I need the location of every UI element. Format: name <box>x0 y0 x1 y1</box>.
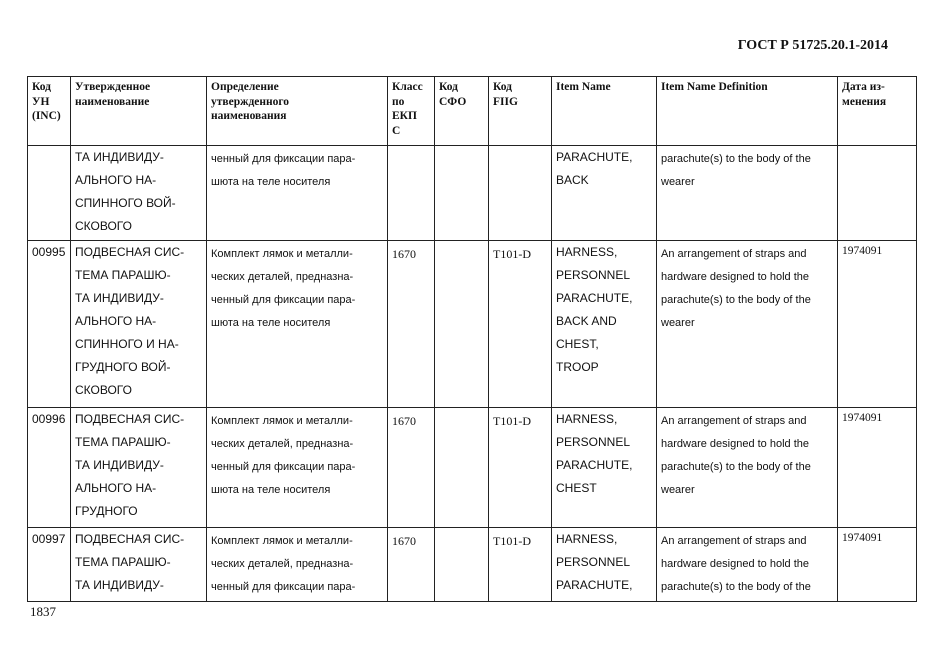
cell-line: HARNESS, <box>556 245 618 259</box>
cell-line: wearer <box>661 484 695 496</box>
cell-line: СКОВОГО <box>75 383 132 397</box>
cell-line: PARACHUTE, <box>556 578 633 592</box>
definition-cell <box>207 146 388 241</box>
cell-line: ТА ИНДИВИДУ- <box>75 458 164 472</box>
header-text: (INC) <box>32 110 61 122</box>
code-cell <box>28 528 71 602</box>
cell-line: hardware designed to hold the <box>661 558 809 570</box>
header-text: Утвержденное <box>75 81 151 93</box>
class-cell <box>388 528 435 602</box>
fiig-cell <box>489 146 552 241</box>
cell-line: ТА ИНДИВИДУ- <box>75 150 164 164</box>
cell-line: ческих деталей, предназна- <box>211 438 354 450</box>
cell-line: ТА ИНДИВИДУ- <box>75 291 164 305</box>
cell-line: PARACHUTE, <box>556 150 633 164</box>
cell-line: ченный для фиксации пара- <box>211 581 356 593</box>
cell-line: PARACHUTE, <box>556 458 633 472</box>
document-title: ГОСТ Р 51725.20.1-2014 <box>737 38 888 53</box>
table-row <box>28 528 917 602</box>
item-definition-cell <box>657 528 838 602</box>
cell-line: Комплект лямок и металли- <box>211 415 353 427</box>
header-col-definition <box>207 77 388 146</box>
cell-line: An arrangement of straps and <box>661 248 807 260</box>
cell-line: PERSONNEL <box>556 555 631 569</box>
cell-line: CHEST <box>556 481 597 495</box>
fiig-cell <box>489 528 552 602</box>
class-cell <box>388 146 435 241</box>
cell-line: ченный для фиксации пара- <box>211 461 356 473</box>
cell-value: 1974091 <box>842 245 883 257</box>
cell-line: PERSONNEL <box>556 268 631 282</box>
cell-line: PERSONNEL <box>556 435 631 449</box>
item-name-cell <box>552 241 657 408</box>
header-text: FIIG <box>493 95 518 108</box>
cell-line: ченный для фиксации пара- <box>211 153 356 165</box>
cell-line: parachute(s) to the body of the <box>661 153 811 165</box>
cell-line: BACK AND <box>556 314 617 328</box>
table-row <box>28 146 917 241</box>
cell-line: ПОДВЕСНАЯ СИС- <box>75 245 185 259</box>
class-cell <box>388 241 435 408</box>
code-cell <box>28 241 71 408</box>
table-row <box>28 241 917 408</box>
cell-line: Комплект лямок и металли- <box>211 248 353 260</box>
name-cell <box>71 146 207 241</box>
page-number: 1837 <box>30 604 56 619</box>
header-text: ЕКП <box>392 110 417 122</box>
item-definition-cell <box>657 241 838 408</box>
cell-line: ТЕМА ПАРАШЮ- <box>75 435 171 449</box>
cell-line: ГРУДНОГО ВОЙ- <box>75 360 171 374</box>
header-text: наименования <box>211 110 287 122</box>
cell-line: parachute(s) to the body of the <box>661 461 811 473</box>
cell-line: wearer <box>661 317 695 329</box>
header-text: Дата из- <box>842 81 885 93</box>
cell-line: hardware designed to hold the <box>661 271 809 283</box>
item-definition-cell <box>657 146 838 241</box>
date-cell <box>838 408 917 528</box>
cell-line: wearer <box>661 176 695 188</box>
header-text: Item Name <box>556 81 611 93</box>
header-col-class <box>388 77 435 146</box>
cell-line: Комплект лямок и металли- <box>211 535 353 547</box>
fiig-cell <box>489 241 552 408</box>
item-name-cell <box>552 408 657 528</box>
cell-value: 00997 <box>32 532 66 546</box>
header-col-fiig <box>489 77 552 146</box>
definition-cell <box>207 241 388 408</box>
cell-line: АЛЬНОГО НА- <box>75 314 157 328</box>
header-text: Класс <box>392 81 423 93</box>
code-cell <box>28 146 71 241</box>
cell-line: СКОВОГО <box>75 219 132 233</box>
header-text: Определение <box>211 81 279 93</box>
name-cell <box>71 408 207 528</box>
cell-line: parachute(s) to the body of the <box>661 294 811 306</box>
cell-line: parachute(s) to the body of the <box>661 581 811 593</box>
cell-value: T101-D <box>493 247 531 261</box>
header-col-item-def <box>657 77 838 146</box>
table-row <box>28 408 917 528</box>
cell-line: ПОДВЕСНАЯ СИС- <box>75 532 185 546</box>
cell-line: CHEST, <box>556 337 599 351</box>
cell-line: BACK <box>556 173 589 187</box>
date-cell <box>838 528 917 602</box>
cell-line: ТЕМА ПАРАШЮ- <box>75 555 171 569</box>
cell-line: hardware designed to hold the <box>661 438 809 450</box>
header-col-date <box>838 77 917 146</box>
item-name-cell <box>552 146 657 241</box>
cell-line: СПИННОГО ВОЙ- <box>75 196 176 210</box>
name-cell <box>71 241 207 408</box>
definition-cell <box>207 528 388 602</box>
cell-value: 1974091 <box>842 532 883 544</box>
sfo-cell <box>435 408 489 528</box>
table-header-row <box>28 77 917 146</box>
cell-line: АЛЬНОГО НА- <box>75 481 157 495</box>
sfo-cell <box>435 146 489 241</box>
header-text: Item Name Definition <box>661 81 768 93</box>
header-text: С <box>392 124 401 137</box>
cell-line: ПОДВЕСНАЯ СИС- <box>75 412 185 426</box>
cell-value: 1670 <box>392 247 416 261</box>
header-text: менения <box>842 95 887 108</box>
cell-value: 1670 <box>392 414 416 428</box>
catalog-table <box>27 76 917 602</box>
cell-value: T101-D <box>493 534 531 548</box>
date-cell <box>838 241 917 408</box>
header-col-item-name <box>552 77 657 146</box>
cell-line: СПИННОГО И НА- <box>75 337 179 351</box>
cell-line: ческих деталей, предназна- <box>211 271 354 283</box>
header-col-sfo <box>435 77 489 146</box>
table-body <box>28 146 917 602</box>
cell-value: 00996 <box>32 412 66 426</box>
name-cell <box>71 528 207 602</box>
date-cell <box>838 146 917 241</box>
sfo-cell <box>435 241 489 408</box>
cell-line: HARNESS, <box>556 532 618 546</box>
item-definition-cell <box>657 408 838 528</box>
cell-line: шюта на теле носителя <box>211 176 331 188</box>
cell-line: ченный для фиксации пара- <box>211 294 356 306</box>
sfo-cell <box>435 528 489 602</box>
cell-value: 1974091 <box>842 412 883 424</box>
cell-value: T101-D <box>493 414 531 428</box>
header-text: СФО <box>439 95 467 108</box>
cell-line: An arrangement of straps and <box>661 415 807 427</box>
header-text: Код <box>32 81 52 93</box>
header-col-name <box>71 77 207 146</box>
header-text: по <box>392 95 405 108</box>
cell-line: ТЕМА ПАРАШЮ- <box>75 268 171 282</box>
item-name-cell <box>552 528 657 602</box>
cell-line: TROOP <box>556 360 599 374</box>
cell-line: ТА ИНДИВИДУ- <box>75 578 164 592</box>
cell-line: АЛЬНОГО НА- <box>75 173 157 187</box>
cell-line: PARACHUTE, <box>556 291 633 305</box>
header-col-code <box>28 77 71 146</box>
fiig-cell <box>489 408 552 528</box>
header-text: утвержденного <box>211 95 290 108</box>
cell-line: ческих деталей, предназна- <box>211 558 354 570</box>
cell-line: ГРУДНОГО <box>75 504 138 518</box>
header-text: Код <box>493 81 513 93</box>
cell-value: 00995 <box>32 245 66 259</box>
header-text: УН <box>32 95 50 108</box>
header-text: наименование <box>75 95 150 108</box>
cell-line: шюта на теле носителя <box>211 317 331 329</box>
code-cell <box>28 408 71 528</box>
cell-value: 1670 <box>392 534 416 548</box>
cell-line: HARNESS, <box>556 412 618 426</box>
class-cell <box>388 408 435 528</box>
header-text: Код <box>439 81 459 93</box>
definition-cell <box>207 408 388 528</box>
cell-line: шюта на теле носителя <box>211 484 331 496</box>
cell-line: An arrangement of straps and <box>661 535 807 547</box>
